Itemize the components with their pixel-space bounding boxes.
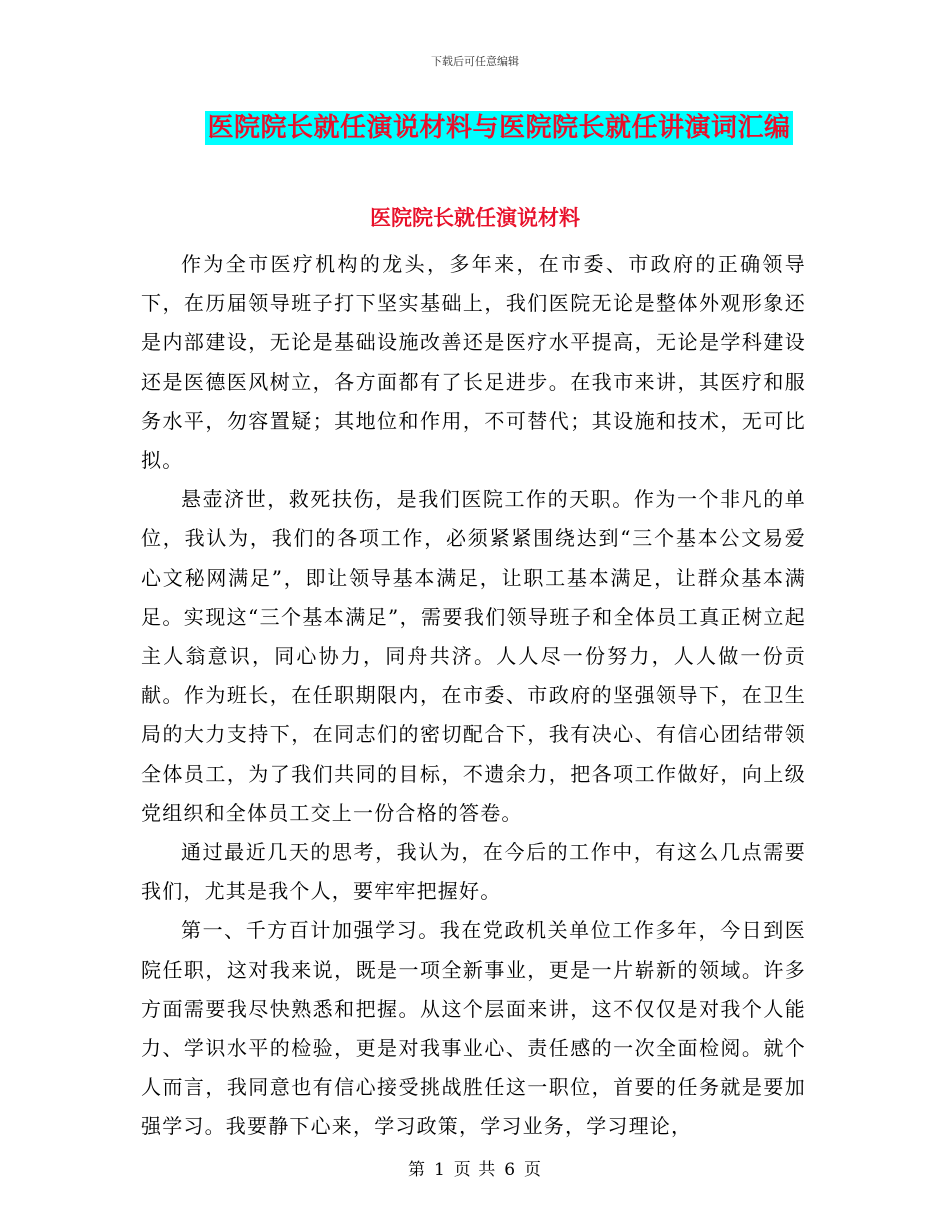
paragraph-2: 悬壶济世，救死扶伤，是我们医院工作的天职。作为一个非凡的单位，我认为，我们的各项工作，必须紧紧围绕达到“三个基本公文易爱心文秘网满足”，即让领导基本满足，让职工基本满足，让群众基本满足。实现这“三个基本满足”，需要我们领导班子和全体员工真正树立起主人翁意识，同心协力，同舟共济。人人尽一份努力，人人做一份贡献。作为班长，在任职期限内，在市委、市政府的坚强领导下，在卫生局的大力支持下，在同志们的密切配合下，我有决心、有信心团结带领全体员工，为了我们共同的目标，不遗余力，把各项工作做好，向上级党组织和全体员工交上一份合格的答卷。 (141, 487, 806, 825)
body-text (141, 245, 806, 1147)
paragraph-4: 第一、千方百计加强学习。我在党政机关单位工作多年，今日到医院任职，这对我来说，既是一项全新事业，更是一片崭新的领域。许多方面需要我尽快熟悉和把握。从这个层面来讲，这不仅仅是对我个人能力、学识水平的检验，更是对我事业心、责任感的一次全面检阅。就个人而言，我同意也有信心接受挑战胜任这一职位，首要的任务就是要加强学习。我要静下心来，学习政策，学习业务，学习理论， (141, 918, 806, 1139)
footer-middle: 页 共 (453, 1160, 497, 1180)
document-title: 医院院长就任演说材料与医院院长就任讲演词汇编 (207, 113, 791, 143)
paragraph-1: 作为全市医疗机构的龙头，多年来，在市委、市政府的正确领导下，在历届领导班子打下坚实基础上，我们医院无论是整体外观形象还是内部建设，无论是基础设施改善还是医疗水平提高，无论是学科建设还是医德医风树立，各方面都有了长足进步。在我市来讲，其医疗和服务水平，勿容置疑；其地位和作用，不可替代；其设施和技术，无可比拟。 (141, 252, 806, 473)
footer-total-pages: 6 (504, 1160, 517, 1180)
page-footer (0, 1155, 950, 1180)
footer-page-number: 1 (433, 1160, 446, 1180)
footer-prefix: 第 (407, 1160, 426, 1180)
footer-suffix: 页 (524, 1160, 543, 1180)
header-note: 下载后可任意编辑 (431, 55, 519, 68)
title-wrap (0, 111, 950, 145)
paragraph-3: 通过最近几天的思考，我认为，在今后的工作中，有这么几点需要我们，尤其是我个人，要牢牢把握好。 (141, 840, 806, 904)
section-title: 医院院长就任演说材料 (370, 205, 580, 230)
